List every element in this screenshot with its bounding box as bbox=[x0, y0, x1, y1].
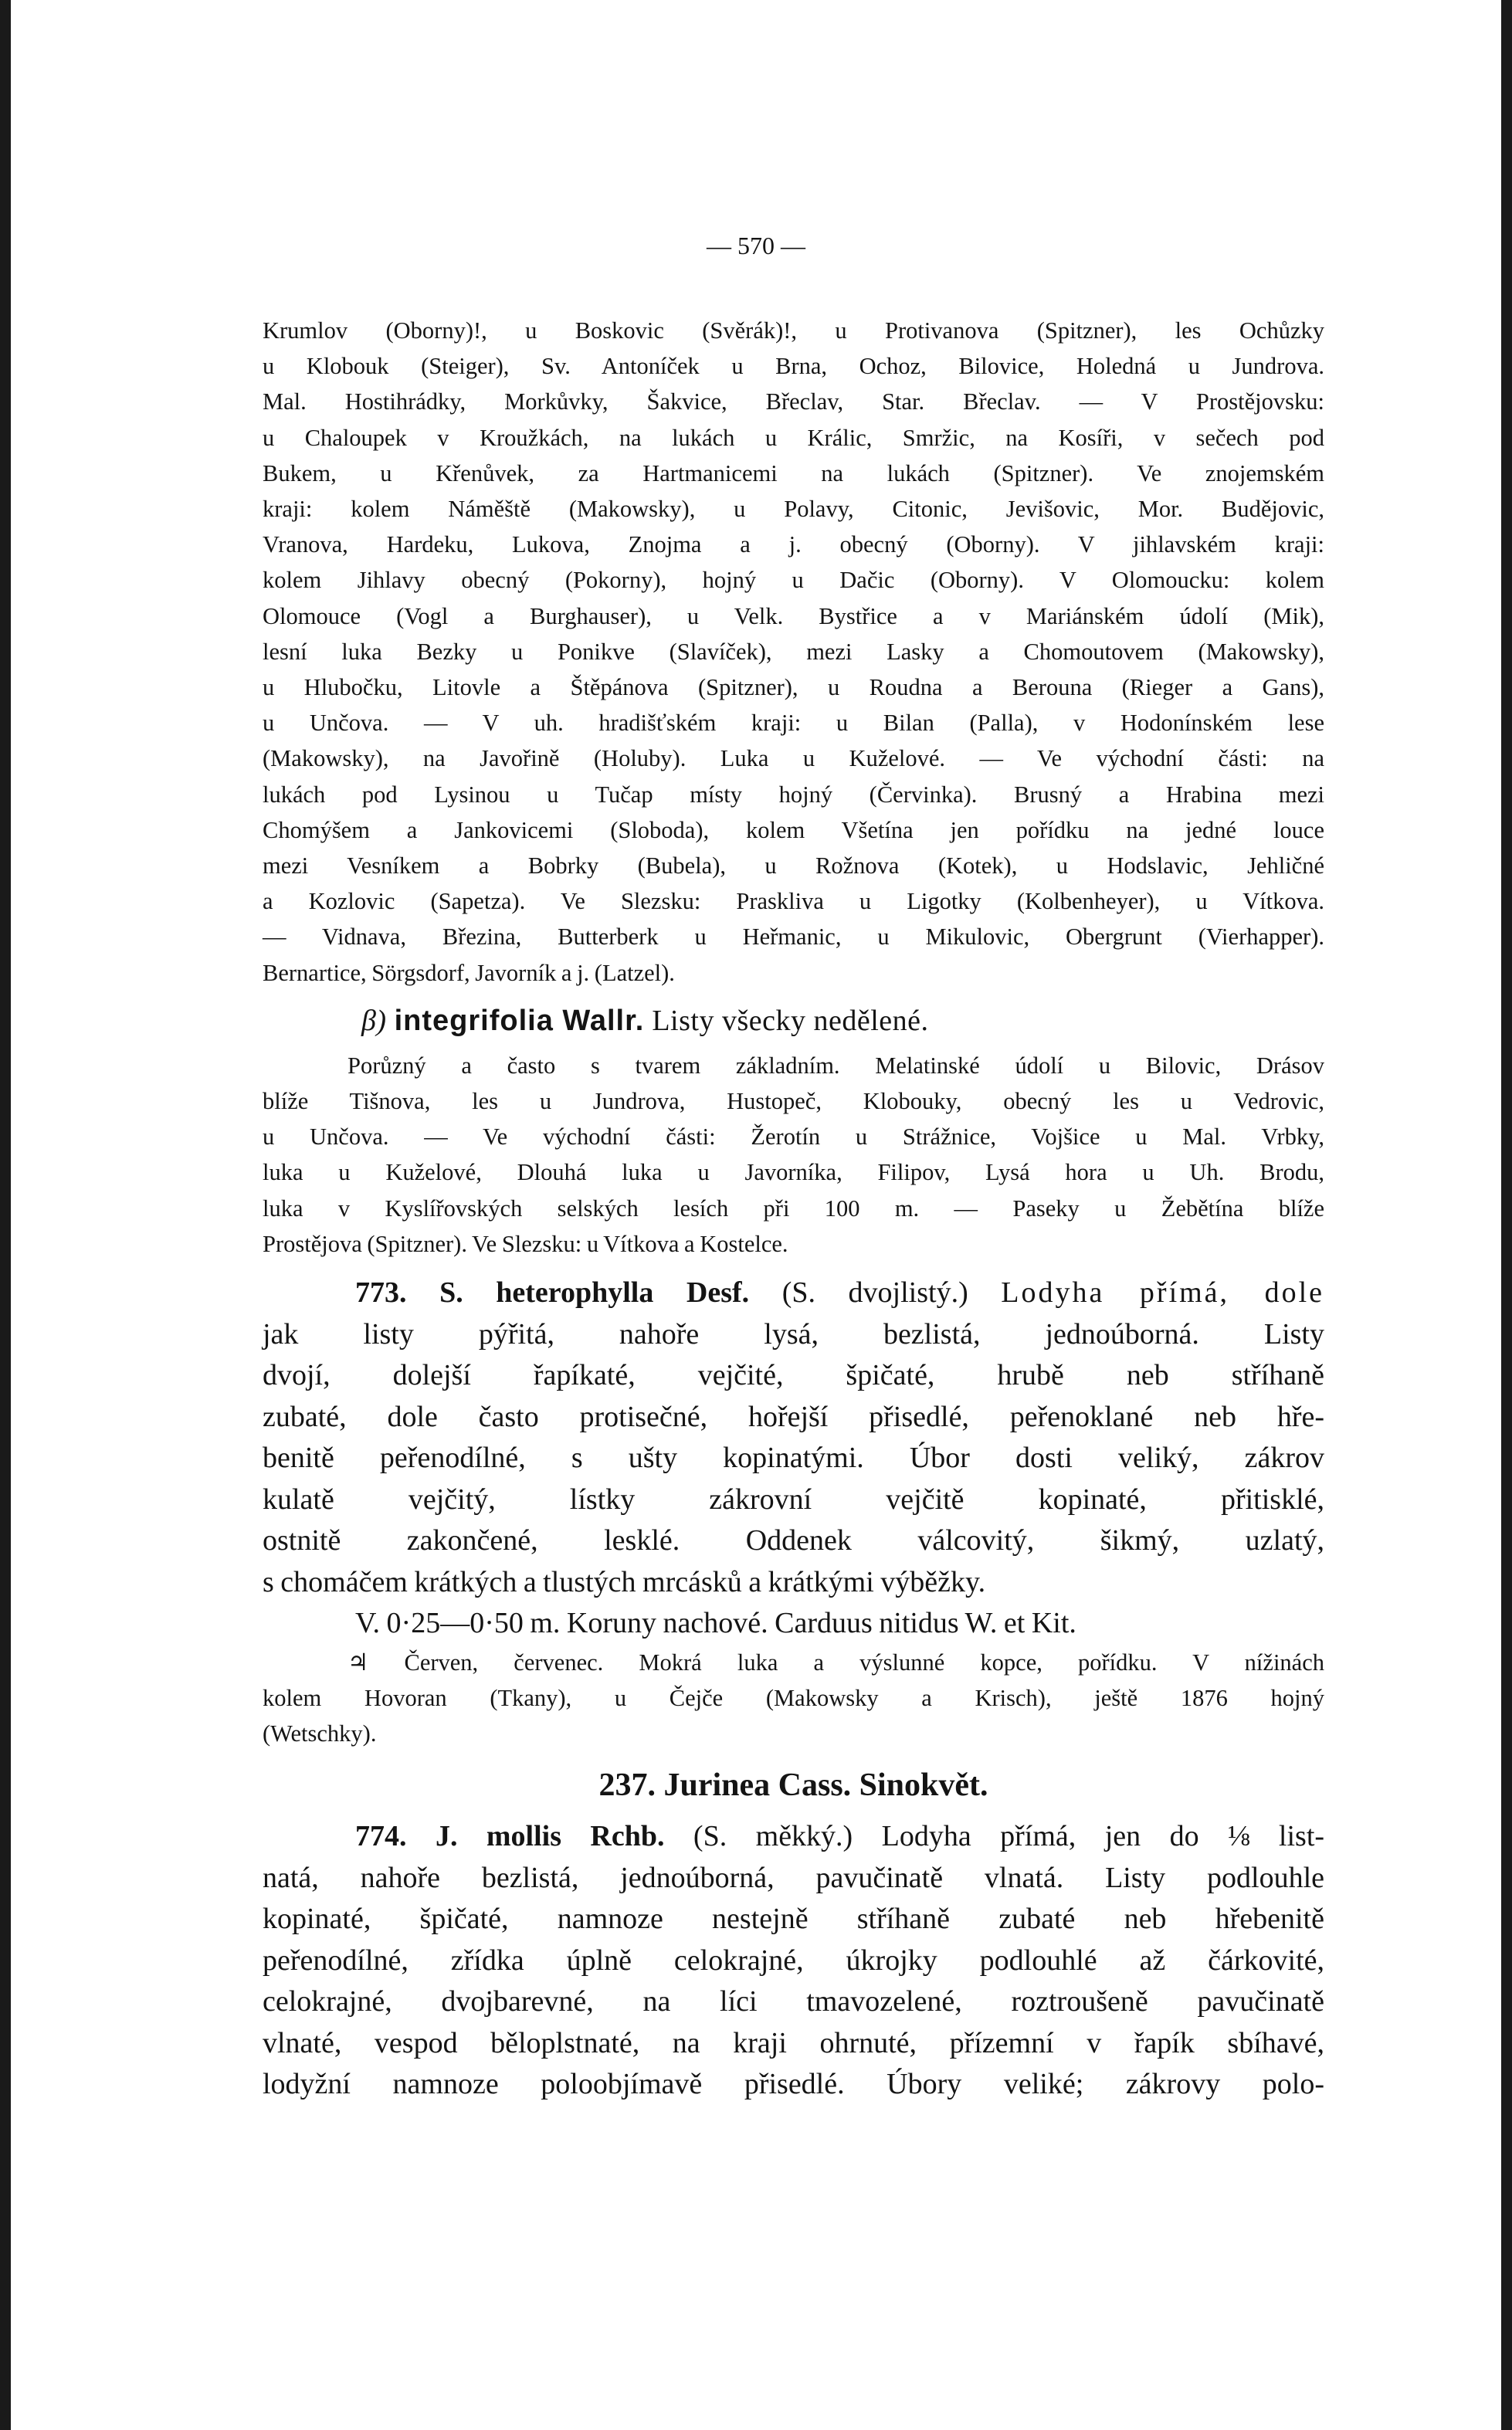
text-line: Bernartice, Sörgsdorf, Javorník a j. (Latzel). bbox=[263, 959, 675, 986]
species-number: 774. bbox=[355, 1820, 407, 1853]
text-line: kolem Hovoran (Tkany), u Čejče (Makowsky a Krisch), ještě 1876 hojný bbox=[263, 1684, 1324, 1711]
text-line: benitě peřenodílné, s ušty kopinatými. Úbor dosti veliký, zákrov bbox=[263, 1442, 1324, 1475]
text-line: s chomáčem krátkých a tlustých mrcásků a krátkými výběžky. bbox=[263, 1565, 986, 1598]
variety-taxon: integrifolia Wallr. bbox=[394, 1004, 645, 1037]
text-line: luka v Kyslířovských selských lesích při 100 m. — Paseky u Žebětína blíže bbox=[263, 1195, 1324, 1222]
text-fragment: Lodyha přímá, jen do ⅛ list- bbox=[881, 1820, 1325, 1853]
text-line: zubaté, dole často protisečné, hořejší přisedlé, peřenoklané neb hře- bbox=[263, 1400, 1324, 1433]
text-line: Chomýšem a Jankovicemi (Sloboda), kolem Všetína jen pořídku na jedné louce bbox=[263, 816, 1324, 843]
text-line: natá, nahoře bezlistá, jednoúborná, pavučinatě vlnatá. Listy podlouhle bbox=[263, 1861, 1324, 1894]
text-line: u Chaloupek v Kroužkách, na lukách u Králic, Smržic, na Kosíři, v sečech pod bbox=[263, 424, 1324, 451]
text-fragment: Lodyha přímá, dole bbox=[1001, 1276, 1325, 1310]
species-czech-name: (S. měkký.) bbox=[693, 1820, 853, 1853]
species-774 bbox=[263, 1816, 1324, 2106]
text-line: blíže Tišnova, les u Jundrova, Hustopeč, Klobouky, obecný les u Vedrovic, bbox=[263, 1088, 1324, 1115]
text-line: u Unčova. — Ve východní části: Žerotín u Strážnice, Vojšice u Mal. Vrbky, bbox=[263, 1123, 1324, 1151]
text-line: luka u Kuželové, Dlouhá luka u Javorníka, Filipov, Lysá hora u Uh. Brodu, bbox=[263, 1159, 1324, 1186]
species-number: 773. bbox=[355, 1276, 407, 1310]
text-line: (Makowsky), na Javořině (Holuby). Luka u Kuželové. — Ve východní části: na bbox=[263, 745, 1324, 772]
text-line: u Klobouk (Steiger), Sv. Antoníček u Brna, Ochoz, Bilovice, Holedná u Jundrova. bbox=[263, 353, 1324, 380]
species-773-habitat bbox=[263, 1645, 1324, 1752]
text-line: — Vidnava, Březina, Butterberk u Heřmanic, u Mikulovic, Obergrunt (Vierhapper). bbox=[263, 924, 1324, 951]
text-line: peřenodílné, zřídka úplně celokrajné, úkrojky podlouhlé až čárkovité, bbox=[263, 1944, 1324, 1977]
text-line: lodyžní namnoze poloobjímavě přisedlé. Úbory veliké; zákrovy polo- bbox=[263, 2068, 1324, 2101]
text-line: u Hlubočku, Litovle a Štěpánova (Spitzner), u Roudna a Berouna (Rieger a Gans), bbox=[263, 674, 1324, 701]
text-line: lukách pod Lysinou u Tučap místy hojný (Červinka). Brusný a Hrabina mezi bbox=[263, 781, 1324, 808]
text-line: (Wetschky). bbox=[263, 1720, 377, 1747]
text-line: kopinaté, špičaté, namnoze nestejně stříhaně zubaté neb hřebenitě bbox=[263, 1903, 1324, 1936]
continued-localities bbox=[263, 313, 1324, 991]
scan-edge-left bbox=[0, 0, 11, 2430]
text-line: vlnaté, vespod běloplstnaté, na kraji ohrnuté, přízemní v řapík sbíhavé, bbox=[263, 2026, 1324, 2059]
scan-edge-right bbox=[1501, 0, 1512, 2430]
variety-heading bbox=[263, 1000, 1324, 1042]
variety-label: β) bbox=[361, 1004, 387, 1037]
text-line: dvojí, dolejší řapíkaté, vejčité, špičaté, hrubě neb stříhaně bbox=[263, 1359, 1324, 1392]
species-czech-name: (S. dvojlistý.) bbox=[781, 1276, 968, 1310]
page-content bbox=[263, 313, 1324, 2106]
text-line: u Unčova. — V uh. hradišťském kraji: u Bilan (Palla), v Hodonínském lese bbox=[263, 710, 1324, 737]
text-line: mezi Vesníkem a Bobrky (Bubela), u Rožnova (Kotek), u Hodslavic, Jehličné bbox=[263, 852, 1324, 879]
flowering-line: V. 0·25—0·50 m. Koruny nachové. Carduus nitidus W. et Kit. bbox=[355, 1607, 1076, 1640]
text-line: kulatě vejčitý, lístky zákrovní vejčitě kopinaté, přitisklé, bbox=[263, 1483, 1324, 1516]
text-line: kolem Jihlavy obecný (Pokorny), hojný u Dačic (Oborny). V Olomoucku: kolem bbox=[263, 567, 1324, 594]
text-line: Vranova, Hardeku, Lukova, Znojma a j. obecný (Oborny). V jihlavském kraji: bbox=[263, 531, 1324, 558]
text-line: Olomouce (Vogl a Burghauser), u Velk. Bystřice a v Mariánském údolí (Mik), bbox=[263, 602, 1324, 629]
text-line: Prostějova (Spitzner). Ve Slezsku: u Vítkova a Kostelce. bbox=[263, 1230, 788, 1257]
species-773-first-line bbox=[263, 1273, 1324, 1314]
text-line: Bukem, u Křenůvek, za Hartmanicemi na lukách (Spitzner). Ve znojemském bbox=[263, 459, 1324, 486]
text-line: ostnitě zakončené, lesklé. Oddenek válcovitý, šikmý, uzlatý, bbox=[263, 1524, 1324, 1557]
species-773 bbox=[263, 1273, 1324, 1645]
text-line: a Kozlovic (Sapetza). Ve Slezsku: Praskliva u Ligotky (Kolbenheyer), u Vítkova. bbox=[263, 888, 1324, 915]
text-line: Mal. Hostihrádky, Morkůvky, Šakvice, Břeclav, Star. Břeclav. — V Prostějovsku: bbox=[263, 388, 1324, 415]
species-name: S. heterophylla Desf. bbox=[439, 1276, 750, 1310]
variety-localities bbox=[263, 1048, 1324, 1262]
text-line: Krumlov (Oborny)!, u Boskovic (Svěrák)!, u Protivanova (Spitzner), les Ochůzky bbox=[263, 317, 1324, 344]
variety-description: Listy všecky nedělené. bbox=[652, 1004, 929, 1037]
text-line: ♃ Červen, červenec. Mokrá luka a výslunné kopce, pořídku. V nížinách bbox=[347, 1649, 1324, 1676]
text-line: kraji: kolem Náměště (Makowsky), u Polavy, Citonic, Jevišovic, Mor. Budějovic, bbox=[263, 496, 1324, 523]
page-number: — 570 — bbox=[707, 232, 805, 259]
species-774-first-line bbox=[263, 1816, 1324, 1858]
text-line: jak listy pýřitá, nahoře lysá, bezlistá, jednoúborná. Listy bbox=[263, 1317, 1324, 1351]
text-line: celokrajné, dvojbarevné, na líci tmavozelené, roztroušeně pavučinatě bbox=[263, 1985, 1324, 2018]
text-line: Porůzný a často s tvarem základním. Melatinské údolí u Bilovic, Drásov bbox=[347, 1052, 1324, 1079]
text-line: lesní luka Bezky u Ponikve (Slavíček), mezi Lasky a Chomoutovem (Makowsky), bbox=[263, 638, 1324, 665]
species-name: J. mollis Rchb. bbox=[435, 1820, 665, 1853]
genus-heading: 237. Jurinea Cass. Sinokvět. bbox=[598, 1767, 988, 1804]
